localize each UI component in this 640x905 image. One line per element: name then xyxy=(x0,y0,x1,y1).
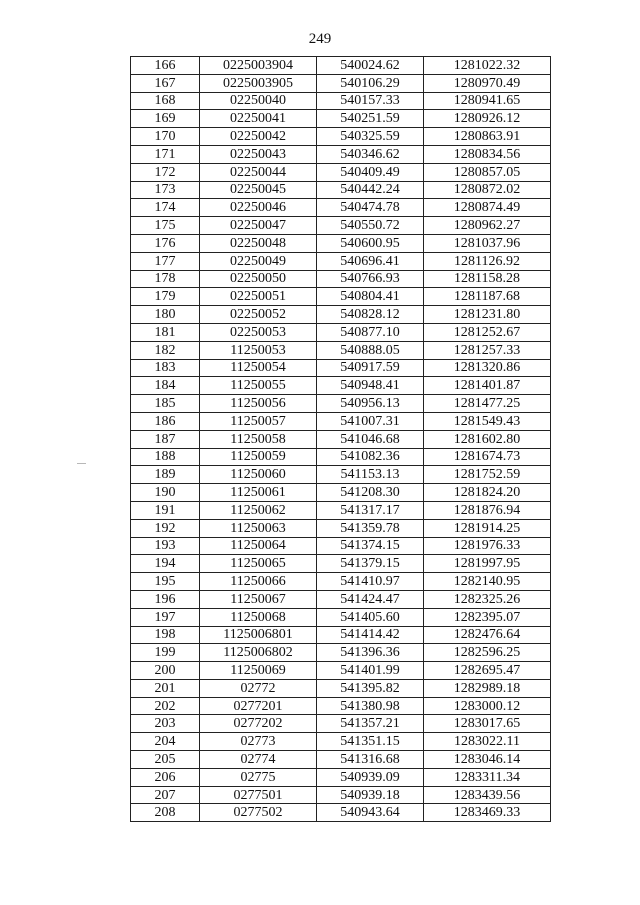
y-coordinate-cell: 1281401.87 xyxy=(424,377,551,395)
point-number-cell: 200 xyxy=(131,662,200,680)
point-number-cell: 174 xyxy=(131,199,200,217)
point-id-cell: 11250056 xyxy=(200,395,317,413)
x-coordinate-cell: 540956.13 xyxy=(317,395,424,413)
table-row xyxy=(131,377,551,395)
point-id-cell: 11250068 xyxy=(200,608,317,626)
y-coordinate-cell: 1283046.14 xyxy=(424,751,551,769)
point-number-cell: 173 xyxy=(131,181,200,199)
y-coordinate-cell: 1281914.25 xyxy=(424,519,551,537)
point-number-cell: 180 xyxy=(131,306,200,324)
y-coordinate-cell: 1281824.20 xyxy=(424,484,551,502)
point-number-cell: 202 xyxy=(131,697,200,715)
point-number-cell: 190 xyxy=(131,484,200,502)
table-row xyxy=(131,217,551,235)
x-coordinate-cell: 540024.62 xyxy=(317,57,424,75)
y-coordinate-cell: 1281602.80 xyxy=(424,430,551,448)
point-id-cell: 0225003905 xyxy=(200,74,317,92)
point-number-cell: 208 xyxy=(131,804,200,822)
point-id-cell: 02774 xyxy=(200,751,317,769)
y-coordinate-cell: 1282325.26 xyxy=(424,590,551,608)
x-coordinate-cell: 541410.97 xyxy=(317,573,424,591)
point-id-cell: 1125006801 xyxy=(200,626,317,644)
point-id-cell: 0225003904 xyxy=(200,57,317,75)
point-number-cell: 168 xyxy=(131,92,200,110)
point-number-cell: 203 xyxy=(131,715,200,733)
x-coordinate-cell: 540600.95 xyxy=(317,234,424,252)
point-number-cell: 199 xyxy=(131,644,200,662)
table-row xyxy=(131,786,551,804)
point-number-cell: 194 xyxy=(131,555,200,573)
table-row xyxy=(131,234,551,252)
point-number-cell: 206 xyxy=(131,768,200,786)
x-coordinate-cell: 540474.78 xyxy=(317,199,424,217)
y-coordinate-cell: 1281997.95 xyxy=(424,555,551,573)
stray-mark xyxy=(77,463,86,464)
table-row xyxy=(131,715,551,733)
point-id-cell: 11250061 xyxy=(200,484,317,502)
point-number-cell: 204 xyxy=(131,733,200,751)
y-coordinate-cell: 1281876.94 xyxy=(424,501,551,519)
point-id-cell: 02250051 xyxy=(200,288,317,306)
point-id-cell: 02250046 xyxy=(200,199,317,217)
y-coordinate-cell: 1281674.73 xyxy=(424,448,551,466)
x-coordinate-cell: 540948.41 xyxy=(317,377,424,395)
y-coordinate-cell: 1283022.11 xyxy=(424,733,551,751)
x-coordinate-cell: 540106.29 xyxy=(317,74,424,92)
x-coordinate-cell: 540550.72 xyxy=(317,217,424,235)
point-id-cell: 02250043 xyxy=(200,145,317,163)
coordinates-table-body xyxy=(131,57,551,822)
x-coordinate-cell: 541396.36 xyxy=(317,644,424,662)
y-coordinate-cell: 1281158.28 xyxy=(424,270,551,288)
point-id-cell: 02772 xyxy=(200,679,317,697)
x-coordinate-cell: 541424.47 xyxy=(317,590,424,608)
y-coordinate-cell: 1281022.32 xyxy=(424,57,551,75)
table-row xyxy=(131,57,551,75)
point-number-cell: 195 xyxy=(131,573,200,591)
point-id-cell: 11250064 xyxy=(200,537,317,555)
y-coordinate-cell: 1281320.86 xyxy=(424,359,551,377)
table-row xyxy=(131,252,551,270)
table-row xyxy=(131,501,551,519)
y-coordinate-cell: 1280834.56 xyxy=(424,145,551,163)
x-coordinate-cell: 540939.09 xyxy=(317,768,424,786)
point-id-cell: 02250049 xyxy=(200,252,317,270)
point-id-cell: 11250069 xyxy=(200,662,317,680)
x-coordinate-cell: 540917.59 xyxy=(317,359,424,377)
x-coordinate-cell: 541379.15 xyxy=(317,555,424,573)
y-coordinate-cell: 1280863.91 xyxy=(424,128,551,146)
point-number-cell: 182 xyxy=(131,341,200,359)
table-row xyxy=(131,199,551,217)
point-id-cell: 02250052 xyxy=(200,306,317,324)
y-coordinate-cell: 1280962.27 xyxy=(424,217,551,235)
y-coordinate-cell: 1282596.25 xyxy=(424,644,551,662)
point-id-cell: 11250058 xyxy=(200,430,317,448)
point-id-cell: 11250060 xyxy=(200,466,317,484)
x-coordinate-cell: 540943.64 xyxy=(317,804,424,822)
point-id-cell: 1125006802 xyxy=(200,644,317,662)
point-number-cell: 192 xyxy=(131,519,200,537)
point-id-cell: 11250055 xyxy=(200,377,317,395)
x-coordinate-cell: 540877.10 xyxy=(317,323,424,341)
table-row xyxy=(131,92,551,110)
point-id-cell: 02250040 xyxy=(200,92,317,110)
point-id-cell: 11250066 xyxy=(200,573,317,591)
table-row xyxy=(131,181,551,199)
table-row xyxy=(131,288,551,306)
x-coordinate-cell: 541317.17 xyxy=(317,501,424,519)
point-number-cell: 183 xyxy=(131,359,200,377)
coordinates-table xyxy=(130,56,551,822)
y-coordinate-cell: 1282476.64 xyxy=(424,626,551,644)
table-row xyxy=(131,519,551,537)
point-number-cell: 186 xyxy=(131,412,200,430)
y-coordinate-cell: 1281752.59 xyxy=(424,466,551,484)
point-number-cell: 207 xyxy=(131,786,200,804)
point-number-cell: 181 xyxy=(131,323,200,341)
x-coordinate-cell: 540325.59 xyxy=(317,128,424,146)
x-coordinate-cell: 540442.24 xyxy=(317,181,424,199)
point-id-cell: 02250045 xyxy=(200,181,317,199)
y-coordinate-cell: 1280872.02 xyxy=(424,181,551,199)
table-row xyxy=(131,74,551,92)
point-id-cell: 02250042 xyxy=(200,128,317,146)
point-number-cell: 175 xyxy=(131,217,200,235)
point-number-cell: 196 xyxy=(131,590,200,608)
x-coordinate-cell: 541351.15 xyxy=(317,733,424,751)
table-row xyxy=(131,484,551,502)
point-id-cell: 02773 xyxy=(200,733,317,751)
table-row xyxy=(131,110,551,128)
point-id-cell: 11250062 xyxy=(200,501,317,519)
x-coordinate-cell: 541082.36 xyxy=(317,448,424,466)
x-coordinate-cell: 541007.31 xyxy=(317,412,424,430)
point-number-cell: 197 xyxy=(131,608,200,626)
point-id-cell: 02250047 xyxy=(200,217,317,235)
x-coordinate-cell: 540888.05 xyxy=(317,341,424,359)
y-coordinate-cell: 1283311.34 xyxy=(424,768,551,786)
table-row xyxy=(131,768,551,786)
y-coordinate-cell: 1280941.65 xyxy=(424,92,551,110)
y-coordinate-cell: 1281187.68 xyxy=(424,288,551,306)
y-coordinate-cell: 1280857.05 xyxy=(424,163,551,181)
table-row xyxy=(131,270,551,288)
page-number: 249 xyxy=(308,31,332,47)
x-coordinate-cell: 540251.59 xyxy=(317,110,424,128)
y-coordinate-cell: 1282140.95 xyxy=(424,573,551,591)
table-row xyxy=(131,395,551,413)
table-row xyxy=(131,697,551,715)
point-number-cell: 184 xyxy=(131,377,200,395)
table-row xyxy=(131,323,551,341)
point-id-cell: 11250065 xyxy=(200,555,317,573)
table-row xyxy=(131,573,551,591)
y-coordinate-cell: 1281252.67 xyxy=(424,323,551,341)
point-number-cell: 188 xyxy=(131,448,200,466)
point-id-cell: 0277501 xyxy=(200,786,317,804)
x-coordinate-cell: 540766.93 xyxy=(317,270,424,288)
y-coordinate-cell: 1281549.43 xyxy=(424,412,551,430)
table-row xyxy=(131,662,551,680)
point-id-cell: 11250057 xyxy=(200,412,317,430)
x-coordinate-cell: 541357.21 xyxy=(317,715,424,733)
y-coordinate-cell: 1280874.49 xyxy=(424,199,551,217)
point-number-cell: 189 xyxy=(131,466,200,484)
point-id-cell: 02250053 xyxy=(200,323,317,341)
y-coordinate-cell: 1283000.12 xyxy=(424,697,551,715)
table-row xyxy=(131,359,551,377)
point-id-cell: 0277502 xyxy=(200,804,317,822)
table-row xyxy=(131,590,551,608)
point-number-cell: 193 xyxy=(131,537,200,555)
point-number-cell: 167 xyxy=(131,74,200,92)
x-coordinate-cell: 541046.68 xyxy=(317,430,424,448)
point-number-cell: 179 xyxy=(131,288,200,306)
x-coordinate-cell: 541153.13 xyxy=(317,466,424,484)
y-coordinate-cell: 1280926.12 xyxy=(424,110,551,128)
point-number-cell: 185 xyxy=(131,395,200,413)
x-coordinate-cell: 540157.33 xyxy=(317,92,424,110)
x-coordinate-cell: 541359.78 xyxy=(317,519,424,537)
table-row xyxy=(131,466,551,484)
x-coordinate-cell: 541401.99 xyxy=(317,662,424,680)
table-row xyxy=(131,145,551,163)
x-coordinate-cell: 541208.30 xyxy=(317,484,424,502)
point-id-cell: 0277201 xyxy=(200,697,317,715)
point-number-cell: 166 xyxy=(131,57,200,75)
x-coordinate-cell: 540696.41 xyxy=(317,252,424,270)
x-coordinate-cell: 541374.15 xyxy=(317,537,424,555)
x-coordinate-cell: 541405.60 xyxy=(317,608,424,626)
point-id-cell: 11250059 xyxy=(200,448,317,466)
point-number-cell: 170 xyxy=(131,128,200,146)
point-id-cell: 02250044 xyxy=(200,163,317,181)
y-coordinate-cell: 1281477.25 xyxy=(424,395,551,413)
point-id-cell: 02775 xyxy=(200,768,317,786)
table-row xyxy=(131,128,551,146)
table-row xyxy=(131,626,551,644)
x-coordinate-cell: 541395.82 xyxy=(317,679,424,697)
point-id-cell: 02250050 xyxy=(200,270,317,288)
point-id-cell: 11250063 xyxy=(200,519,317,537)
y-coordinate-cell: 1283017.65 xyxy=(424,715,551,733)
table-row xyxy=(131,555,551,573)
y-coordinate-cell: 1280970.49 xyxy=(424,74,551,92)
point-number-cell: 201 xyxy=(131,679,200,697)
point-id-cell: 11250053 xyxy=(200,341,317,359)
table-row xyxy=(131,679,551,697)
point-id-cell: 0277202 xyxy=(200,715,317,733)
x-coordinate-cell: 540409.49 xyxy=(317,163,424,181)
point-number-cell: 187 xyxy=(131,430,200,448)
x-coordinate-cell: 540939.18 xyxy=(317,786,424,804)
point-id-cell: 02250041 xyxy=(200,110,317,128)
point-number-cell: 178 xyxy=(131,270,200,288)
point-number-cell: 172 xyxy=(131,163,200,181)
table-row xyxy=(131,430,551,448)
x-coordinate-cell: 541414.42 xyxy=(317,626,424,644)
point-id-cell: 02250048 xyxy=(200,234,317,252)
point-number-cell: 176 xyxy=(131,234,200,252)
x-coordinate-cell: 541316.68 xyxy=(317,751,424,769)
point-id-cell: 11250054 xyxy=(200,359,317,377)
y-coordinate-cell: 1283469.33 xyxy=(424,804,551,822)
y-coordinate-cell: 1282989.18 xyxy=(424,679,551,697)
table-row xyxy=(131,644,551,662)
table-row xyxy=(131,608,551,626)
y-coordinate-cell: 1281126.92 xyxy=(424,252,551,270)
y-coordinate-cell: 1282695.47 xyxy=(424,662,551,680)
point-number-cell: 171 xyxy=(131,145,200,163)
y-coordinate-cell: 1281037.96 xyxy=(424,234,551,252)
point-number-cell: 169 xyxy=(131,110,200,128)
point-number-cell: 198 xyxy=(131,626,200,644)
point-number-cell: 177 xyxy=(131,252,200,270)
y-coordinate-cell: 1281976.33 xyxy=(424,537,551,555)
table-row xyxy=(131,804,551,822)
table-row xyxy=(131,537,551,555)
table-row xyxy=(131,341,551,359)
y-coordinate-cell: 1282395.07 xyxy=(424,608,551,626)
table-row xyxy=(131,306,551,324)
table-row xyxy=(131,751,551,769)
x-coordinate-cell: 540828.12 xyxy=(317,306,424,324)
point-number-cell: 191 xyxy=(131,501,200,519)
y-coordinate-cell: 1281257.33 xyxy=(424,341,551,359)
x-coordinate-cell: 540346.62 xyxy=(317,145,424,163)
point-number-cell: 205 xyxy=(131,751,200,769)
y-coordinate-cell: 1281231.80 xyxy=(424,306,551,324)
table-row xyxy=(131,412,551,430)
table-row xyxy=(131,733,551,751)
x-coordinate-cell: 541380.98 xyxy=(317,697,424,715)
table-row xyxy=(131,163,551,181)
x-coordinate-cell: 540804.41 xyxy=(317,288,424,306)
table-row xyxy=(131,448,551,466)
y-coordinate-cell: 1283439.56 xyxy=(424,786,551,804)
point-id-cell: 11250067 xyxy=(200,590,317,608)
